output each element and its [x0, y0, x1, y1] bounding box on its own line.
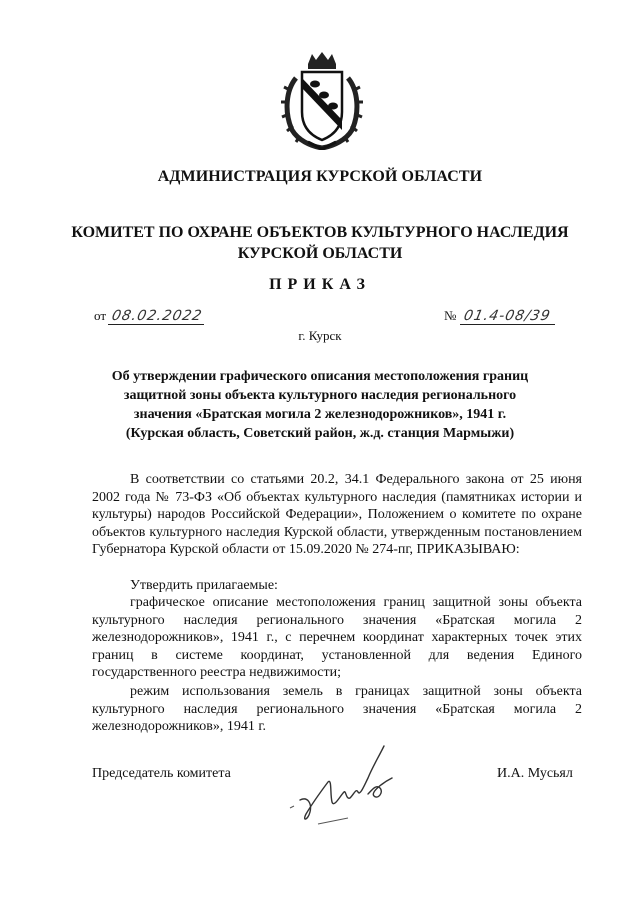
title-line-4: (Курская область, Советский район, ж.д. станция Мармыжи) [125, 426, 515, 441]
paragraph-basis: В соответствии со статьями 20.2, 34.1 Федерального закона от 25 июня 2002 года № 73-ФЗ «Об объектах культурного наследия (памятниках истории и культуры) народов Российской Федерации», Положением о комитете по охране объектов культурного наследия Курской области, утвержденным постановлением Губернатора Курской области от 15.09.2020 № 274-пг, ПРИКАЗЫВАЮ: [92, 472, 582, 557]
date-label: от [94, 308, 107, 323]
committee-line-1: КОМИТЕТ ПО ОХРАНЕ ОБЪЕКТОВ КУЛЬТУРНОГО НАСЛЕДИЯ [71, 224, 569, 241]
number-label: № [444, 308, 457, 323]
number-field [460, 306, 555, 325]
handwritten-signature [288, 738, 408, 828]
order-title [0, 367, 640, 443]
paragraph-item-2: режим использования земель в границах защитной зоны объекта культурного наследия регионального значения «Братская могила 2 железнодорожников», 1941 г. [92, 684, 582, 734]
document-type: ПРИКАЗ [269, 276, 371, 293]
coat-of-arms-icon [278, 50, 366, 150]
signatory-position: Председатель комитета [92, 766, 231, 781]
number-value: 01.4-08/39 [462, 308, 553, 324]
title-line-3: значения «Братская могила 2 железнодорожников», 1941 г. [133, 407, 507, 422]
date-value: 08.02.2022 [110, 308, 204, 324]
date-field [108, 306, 204, 325]
paragraph-approve: Утвердить прилагаемые: [130, 578, 278, 593]
committee-name [0, 222, 640, 264]
committee-line-2: КУРСКОЙ ОБЛАСТИ [237, 245, 403, 262]
paragraph-item-1: графическое описание местоположения границ защитной зоны объекта культурного наследия регионального значения «Братская могила 2 железнодорожников», 1941 г., с перечнем координат характерных точек этих границ в системе координат, установленной для ведения Единого государственного реестра недвижимости; [92, 595, 582, 680]
title-line-1: Об утверждении графического описания местоположения границ [111, 369, 529, 384]
city: г. Курск [298, 328, 342, 343]
title-line-2: защитной зоны объекта культурного наследия регионального [123, 388, 517, 403]
org-name: АДМИНИСТРАЦИЯ КУРСКОЙ ОБЛАСТИ [157, 168, 483, 185]
signatory-name: И.А. Мусьял [497, 766, 573, 781]
